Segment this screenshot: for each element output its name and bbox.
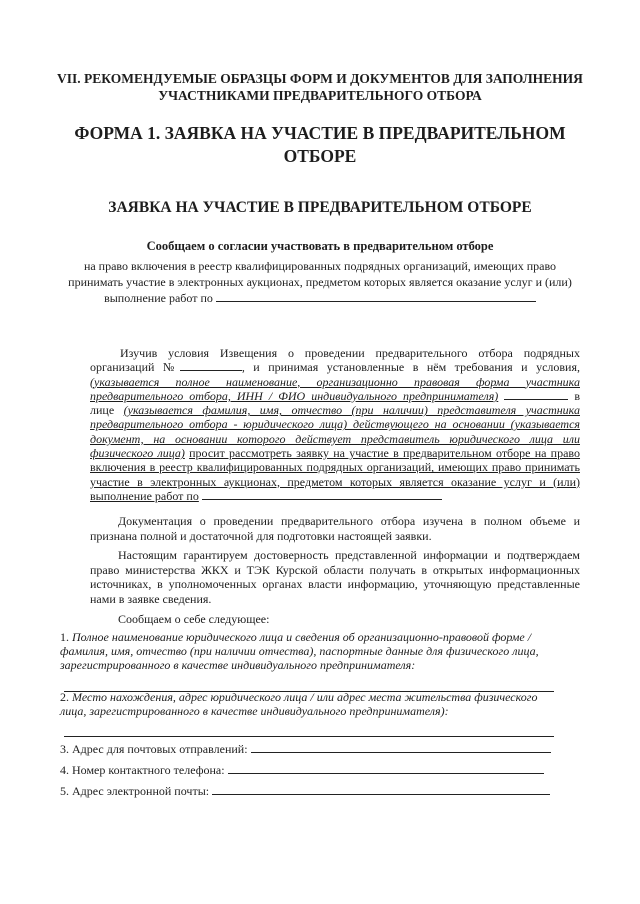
item-number: 2. [60,690,69,704]
info-item-5 [60,784,560,798]
item-number: 5. [60,784,69,798]
documentation-paragraph: Документация о проведении предварительного отбора изучена в полном объеме и признана полной и достаточной для подготовки настоящей заявки. [90,514,580,543]
info-item-1 [60,630,560,692]
info-item-4 [60,763,560,777]
about-us-label: Сообщаем о себе следующее: [118,612,270,626]
item-label: Полное наименование юридического лица и сведения об организационно-правовой форме / фамилия, имя, отчество (при наличии отчества), паспортные данные для физического лица, зарегистрированного в качестве индивидуального предпринимателя: [60,630,539,673]
info-item-2 [60,690,560,737]
item-number: 4. [60,763,69,777]
intro-fill-line [216,291,536,302]
item-label: Место нахождения, адрес юридического лица / или адрес места жительства физического лица, зарегистрированного в качестве индивидуального предпринимателя): [60,690,538,719]
main-text-2: , и принимая установленные в нём требования и условия, [241,360,580,375]
item-label: Адрес для почтовых отправлений: [72,742,248,756]
main-fill-line [504,389,568,400]
intro-paragraph [60,258,580,306]
item-fill-line [251,742,551,753]
item-fill-line [64,724,554,737]
main-paragraph [90,346,580,503]
item-label: Номер контактного телефона: [72,763,225,777]
agreement-heading: Сообщаем о согласии участвовать в предварительном отборе [146,239,494,253]
item-number: 1. [60,630,69,644]
main-text-1: Изучив условия Извещения о проведении предварительного отбора подрядных организаций № [90,346,580,375]
main-text-3: (указывается полное наименование, организационно правовая форма участника предварительного отбора, ИНН / ФИО индивидуального предпринимателя) [90,374,580,403]
main-works-line [202,489,442,500]
form-title: ФОРМА 1. ЗАЯВКА НА УЧАСТИЕ В ПРЕДВАРИТЕЛЬНОМ ОТБОРЕ [74,123,566,166]
item-fill-line [228,763,544,774]
item-fill-line [212,784,550,795]
main-text-5: (указывается фамилия, имя, отчество (при наличии) представителя участника предварительного отбора - юридического лица) действующего на основании (указывается документ, на основании которого действует представитель юридического лица или физического лица) [90,403,580,461]
intro-text: на право включения в реестр квалифицированных подрядных организаций, имеющих право принимать участие в электронных аукционах, предметом которых является оказание услуг и (или) выполнение работ по [68,259,572,305]
item-number: 3. [60,742,69,756]
main-text-6: просит рассмотреть заявку на участие в предварительном отборе на право включения в реестр квалифицированных подрядных организаций, имеющих право принимать участие в электронных аукционах, предметом которых является оказание услуг и (или) выполнение работ по [90,446,581,503]
info-item-3 [60,742,560,756]
item-label: Адрес электронной почты: [72,784,210,798]
application-title: ЗАЯВКА НА УЧАСТИЕ В ПРЕДВАРИТЕЛЬНОМ ОТБОРЕ [108,199,532,216]
notice-number-line [180,360,242,371]
section-heading: VII. РЕКОМЕНДУЕМЫЕ ОБРАЗЦЫ ФОРМ И ДОКУМЕНТОВ ДЛЯ ЗАПОЛНЕНИЯ УЧАСТНИКАМИ ПРЕДВАРИТЕЛЬНОГО ОТБОРА [57,71,583,103]
guarantee-paragraph: Настоящим гарантируем достоверность представленной информации и подтверждаем право министерства ЖКХ и ТЭК Курской области получать в открытых информационных источниках, в уполномоченных органах власти информацию, уточняющую представленные нами в заявке сведения. [90,548,580,606]
main-text-4: в лице [90,388,580,418]
